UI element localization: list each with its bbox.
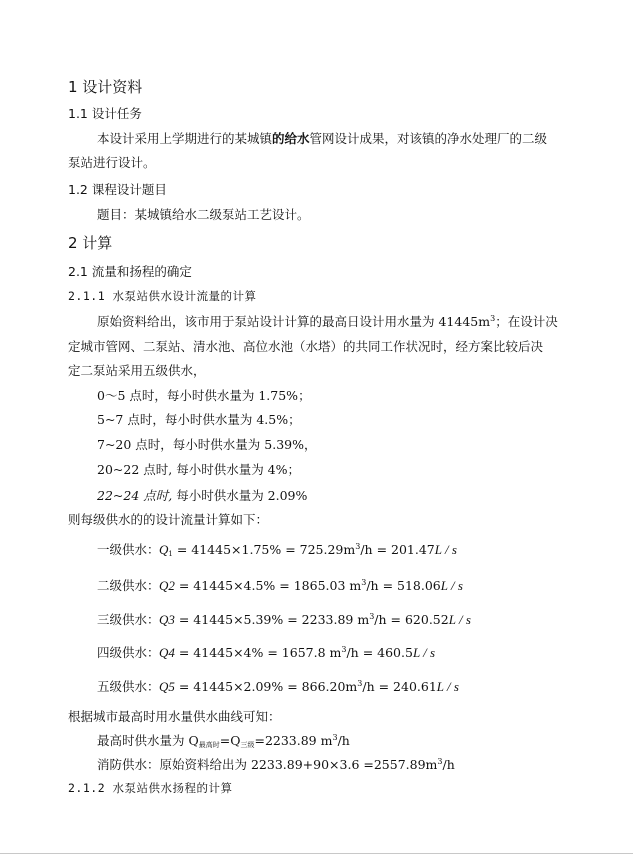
equation-tail: L / s	[412, 645, 436, 660]
equation-unit: /h = 518.06	[366, 578, 441, 593]
equation-unit: /h = 240.61	[362, 679, 437, 694]
text: ；在设计决	[495, 314, 558, 329]
section-1-2-title: 1.2 课程设计题目	[68, 182, 167, 197]
subscript: 三级	[240, 741, 255, 749]
text: 管网设计成果，对该镇的净水处理厂的二级	[309, 131, 548, 146]
italic-text: 22~24 点时,	[97, 488, 173, 503]
equation-level-5	[97, 677, 459, 695]
equation-lhs: Q4	[159, 645, 175, 660]
paragraph-2-1-1-line1	[97, 312, 558, 330]
equation-body: = 41445×5.39% = 2233.89 m	[174, 612, 370, 627]
text: /h	[337, 733, 350, 748]
superscript: 3	[437, 756, 443, 766]
equation-label: 四级供水：	[97, 645, 160, 660]
text: =2233.89 m	[254, 733, 333, 748]
equation-tail: L / s	[440, 578, 463, 593]
superscript: 3	[361, 577, 367, 587]
equation-unit: /h = 620.52	[374, 612, 449, 627]
subscript: 最高时	[198, 741, 220, 749]
superscript: 3	[369, 611, 375, 621]
section-1-1-title: 1.1 设计任务	[68, 106, 142, 121]
fire-flow-line	[97, 755, 455, 773]
equation-unit: /h = 460.5	[346, 645, 413, 660]
max-flow-intro: 根据城市最高时用水量供水曲线可知：	[68, 709, 281, 724]
page-bottom-divider	[0, 853, 633, 854]
equation-body: = 41445×4.5% = 1865.03 m	[174, 578, 362, 593]
equation-body: = 41445×1.75% = 725.29m	[172, 542, 356, 557]
text: 消防供水：原始资料给出为 2233.89+90×3.6 =2557.89m	[97, 757, 438, 772]
paragraph-1-1-line1	[97, 129, 547, 147]
text: 最高时供水量为 Q	[97, 733, 199, 748]
equation-level-4	[97, 643, 435, 661]
text: /h	[442, 757, 455, 772]
equation-label: 五级供水：	[97, 679, 160, 694]
equation-tail: L / s	[434, 542, 457, 557]
equation-label: 三级供水：	[97, 612, 160, 627]
equation-tail: L / s	[436, 679, 459, 694]
supply-item: 20~22 点时, 每小时供水量为 4%；	[97, 462, 301, 477]
text: 本设计采用上学期进行的某城镇	[97, 131, 273, 146]
section-2-1-2-title: 2.1.2 水泵站供水扬程的计算	[68, 781, 233, 795]
equation-lhs: Q2	[159, 578, 175, 593]
equation-tail: L / s	[448, 612, 471, 627]
equation-level-3	[97, 610, 471, 628]
max-flow-line	[97, 731, 350, 750]
superscript: 3	[332, 732, 338, 742]
supply-item	[97, 486, 307, 504]
supply-item: 0～5 点时，每小时供水量为 1.75%；	[97, 388, 311, 403]
equation-lhs: Q5	[159, 679, 175, 694]
text: =Q	[219, 733, 241, 748]
equation-label: 二级供水：	[97, 578, 160, 593]
equation-lhs: Q3	[159, 612, 175, 627]
section-2-1-title: 2.1 流量和扬程的确定	[68, 264, 192, 279]
equation-level-1	[97, 540, 457, 558]
superscript: 3	[357, 678, 363, 688]
equation-subscript: 1	[168, 550, 173, 558]
paragraph-1-1-line2: 泵站进行设计。	[68, 155, 156, 170]
superscript: 3	[341, 644, 347, 654]
paragraph-2-1-1-line2: 定城市管网、二泵站、清水池、高位水池（水塔）的共同工作状况时，经方案比较后决	[68, 339, 544, 354]
equation-unit: /h = 201.47	[360, 542, 435, 557]
superscript: 3	[490, 313, 496, 323]
section-1-title: 1 设计资料	[68, 78, 143, 96]
section-2-1-1-title: 2.1.1 水泵站供水设计流量的计算	[68, 289, 257, 303]
bold-text: 的给水	[272, 131, 310, 146]
paragraph-2-1-1-line3: 定二泵站采用五级供水，	[68, 363, 206, 378]
paragraph-1-2: 题目：某城镇给水二级泵站工艺设计。	[97, 207, 310, 222]
text: 每小时供水量为 2.09%	[172, 488, 308, 503]
equation-level-2	[97, 576, 463, 594]
supply-item: 5~7 点时，每小时供水量为 4.5%；	[97, 412, 301, 427]
equation-body: = 41445×4% = 1657.8 m	[174, 645, 342, 660]
supply-item: 7~20 点时，每小时供水量为 5.39%，	[97, 437, 317, 452]
text: 原始资料给出，该市用于泵站设计计算的最高日设计用水量为 41445m	[97, 314, 491, 329]
calc-intro: 则每级供水的的设计流量计算如下：	[68, 512, 269, 527]
equation-body: = 41445×2.09% = 866.20m	[174, 679, 358, 694]
equation-label: 一级供水：	[97, 542, 160, 557]
superscript: 3	[355, 541, 361, 551]
section-2-title: 2 计算	[68, 234, 113, 252]
equation-lhs: Q	[159, 542, 169, 557]
